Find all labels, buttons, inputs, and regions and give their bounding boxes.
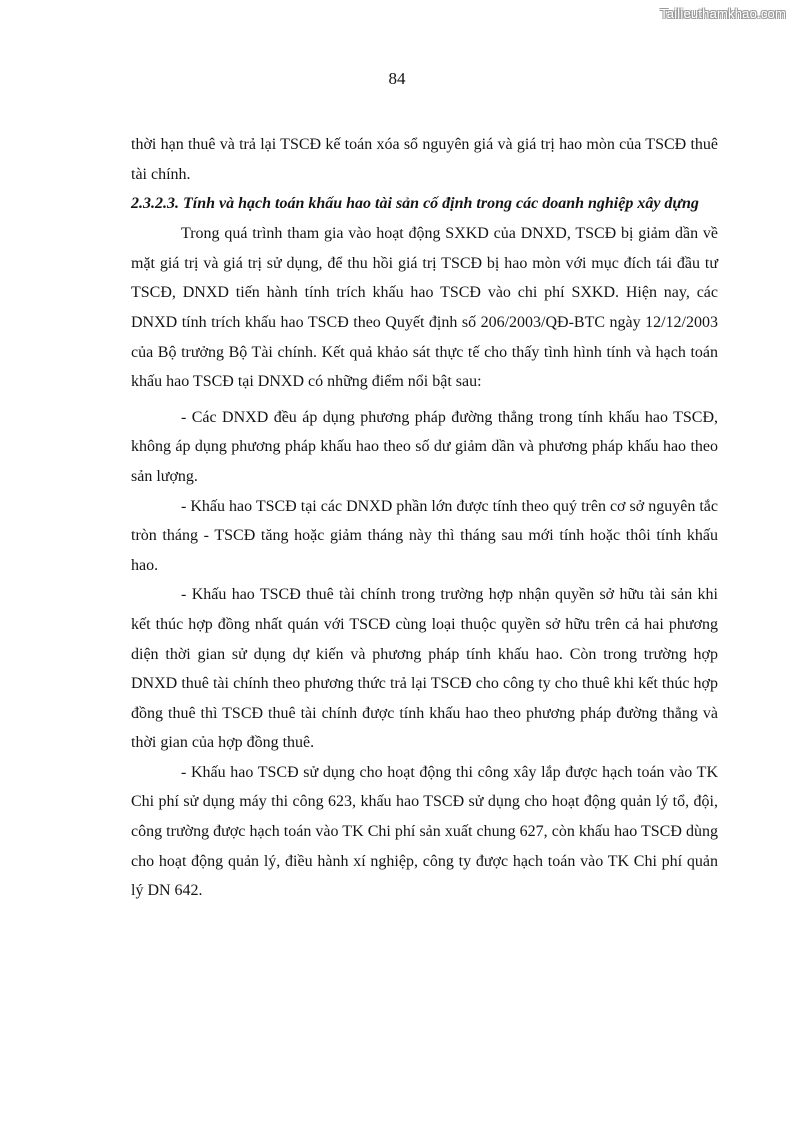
watermark: Tailieuthamkhao.com <box>660 6 786 21</box>
paragraph-bullet-1: - Các DNXD đều áp dụng phương pháp đường thẳng trong tính khấu hao TSCĐ, không áp dụng phương pháp khấu hao theo số dư giảm dần và phương pháp khấu hao theo sản lượng. <box>131 408 718 485</box>
paragraph-intro: Trong quá trình tham gia vào hoạt động SXKD của DNXD, TSCĐ bị giảm dần về mặt giá trị và giá trị sử dụng, để thu hồi giá trị TSCĐ bị hao mòn với mục đích tái đầu tư TSCĐ, DNXD tiến hành tính trích khấu hao TSCĐ vào chi phí SXKD. Hiện nay, các DNXD tính trích khấu hao TSCĐ theo Quyết định số 206/2003/QĐ-BTC ngày 12/12/2003 của Bộ trưởng Bộ Tài chính. Kết quả khảo sát thực tế cho thấy tình hình tính và hạch toán khấu hao TSCĐ tại DNXD có những điểm nổi bật sau: <box>131 225 718 391</box>
page-number: 84 <box>388 69 406 88</box>
paragraph-bullet-3: - Khấu hao TSCĐ thuê tài chính trong trường hợp nhận quyền sở hữu tài sản khi kết thúc hợp đồng nhất quán với TSCĐ cùng loại thuộc quyền sở hữu trên cả hai phương diện thời gian sử dụng dự kiến và phương pháp tính khấu hao. Còn trong trường hợp DNXD thuê tài chính theo phương thức trả lại TSCĐ cho công ty cho thuê khi kết thúc hợp đồng thuê thì TSCĐ thuê tài chính được tính khấu hao theo phương pháp đường thẳng và thời gian của hợp đồng thuê. <box>131 586 718 752</box>
section-heading: 2.3.2.3. Tính và hạch toán khấu hao tài sản cố định trong các doanh nghiệp xây dựng <box>131 195 699 213</box>
paragraph-bullet-2: - Khấu hao TSCĐ tại các DNXD phần lớn được tính theo quý trên cơ sở nguyên tắc tròn tháng - TSCĐ tăng hoặc giảm tháng này thì tháng sau mới tính hoặc thôi tính khấu hao. <box>131 497 718 574</box>
paragraph-continuation: thời hạn thuê và trả lại TSCĐ kế toán xóa sổ nguyên giá và giá trị hao mòn của TSCĐ thuê tài chính. <box>131 136 718 183</box>
paragraph-bullet-4: - Khấu hao TSCĐ sử dụng cho hoạt động thi công xây lắp được hạch toán vào TK Chi phí sử dụng máy thi công 623, khấu hao TSCĐ sử dụng cho hoạt động quản lý tổ, đội, công trường được hạch toán vào TK Chi phí sản xuất chung 627, còn khấu hao TSCĐ dùng cho hoạt động quản lý, điều hành xí nghiệp, công ty được hạch toán vào TK Chi phí quản lý DN 642. <box>131 763 718 900</box>
document-body <box>131 130 718 906</box>
